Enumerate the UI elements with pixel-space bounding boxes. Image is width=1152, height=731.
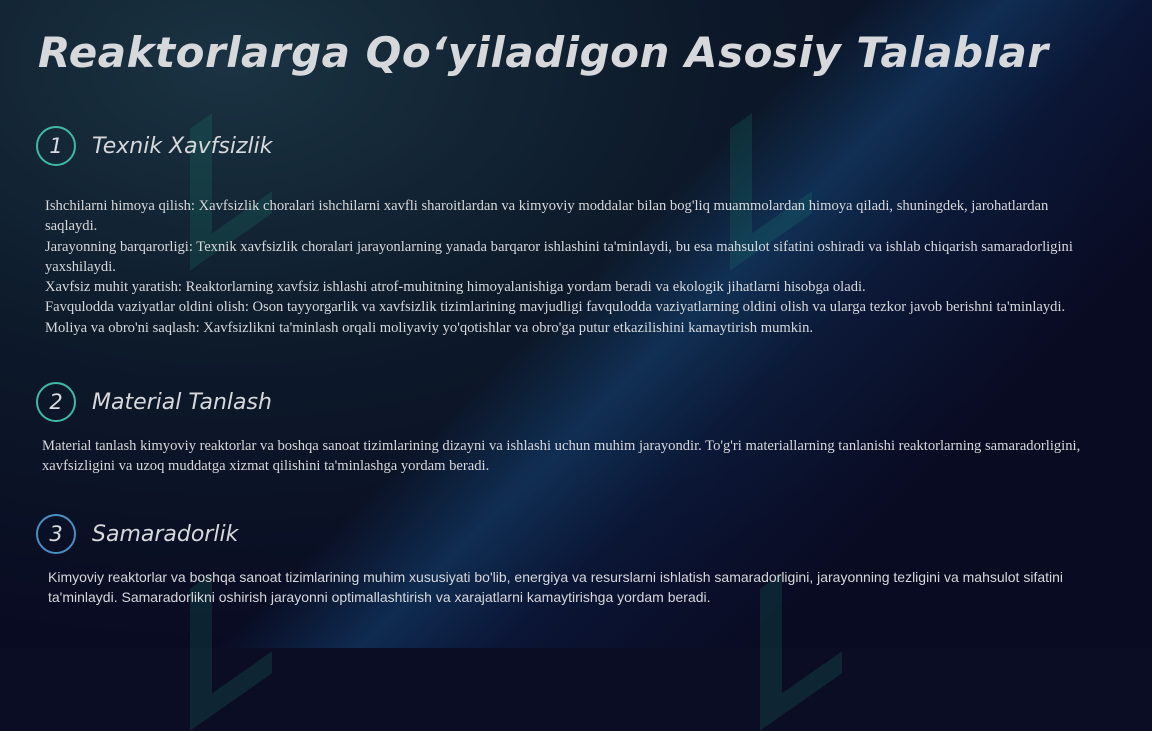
section-number-badge: 1 <box>36 126 76 166</box>
section-header-texnik-xavfsizlik <box>36 126 272 166</box>
section-header-samaradorlik <box>36 514 238 554</box>
section-number-badge: 3 <box>36 514 76 554</box>
section-body-material-tanlash: Material tanlash kimyoviy reaktorlar va boshqa sanoat tizimlarining dizayni va ishlashi uchun muhim jarayondir. To'g'ri materiallarning tanlanishi reaktorlarning samaradorligini, xavfsizligini va uzoq muddatga xizmat qilishini ta'minlashga yordam beradi. <box>42 438 1081 475</box>
section-header-material-tanlash <box>36 382 272 422</box>
section-number-badge: 2 <box>36 382 76 422</box>
section-title: Texnik Xavfsizlik <box>92 133 273 159</box>
bullet-line: Moliya va obro'ni saqlash: Xavfsizlikni ta'minlash orqali moliyaviy yo'qotishlar va obro'ga putur etkazilishini kamaytirish mumkin. <box>45 319 814 336</box>
page-title: Reaktorlarga Qo‘yiladigon Asosiy Talablar <box>38 28 1049 77</box>
section-body-samaradorlik: Kimyoviy reaktorlar va boshqa sanoat tizimlarining muhim xususiyati bo'lib, energiya va resurslarni ishlatish samaradorligini, jarayonning tezligini va mahsulot sifatini ta'minlaydi. Samaradorlikni oshirish jarayonni optimallashtirish va xarajatlarni kamaytirishga yordam beradi. <box>48 569 1064 605</box>
section-body-texnik-xavfsizlik <box>45 196 1085 338</box>
bullet-line: Xavfsiz muhit yaratish: Reaktorlarning xavfsiz ishlashi atrof-muhitning himoyalanishiga yordam beradi va ekologik jihatlarni hisobga oladi. <box>45 279 866 296</box>
section-title: Material Tanlash <box>92 389 272 415</box>
bullet-line: Favqulodda vaziyatlar oldini olish: Oson tayyorgarlik va xavfsizlik tizimlarining mavjudligi favqulodda vaziyatlarning oldini olish va ularga tezkor javob berishni ta'minlaydi. <box>45 299 1066 316</box>
bullet-line: Ishchilarni himoya qilish: Xavfsizlik choralari ishchilarni xavfli sharoitlardan va kimyoviy moddalar bilan bog'liq muammolardan himoya qiladi, shuningdek, jarohatlardan saqlaydi. <box>45 198 1049 235</box>
section-title: Samaradorlik <box>92 521 239 547</box>
bullet-line: Jarayonning barqarorligi: Texnik xavfsizlik choralari jarayonlarning yanada barqaror ishlashini ta'minlaydi, bu esa mahsulot sifatini oshiradi va ishlab chiqarish samaradorligini yaxshilaydi. <box>45 238 1073 275</box>
